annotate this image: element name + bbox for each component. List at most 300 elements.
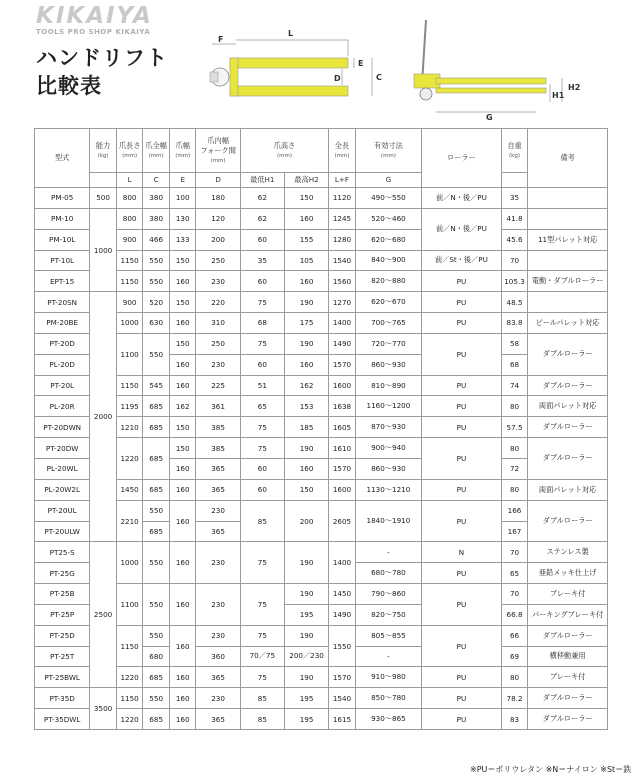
cell-effective: 720～770 (355, 333, 421, 354)
cell-model: PT-20ULW (35, 521, 90, 542)
cell-remarks: パーキングブレーキ付 (528, 604, 608, 625)
table-row (35, 313, 608, 334)
cell-total-length: 1560 (329, 271, 356, 292)
dimension-drawing (196, 16, 616, 128)
cell-fork-total-width: 630 (143, 313, 170, 334)
cell-remarks: 横移動兼用 (528, 646, 608, 667)
cell-inner-width: 365 (196, 479, 240, 500)
cell-weight: 74 (501, 375, 528, 396)
cell-total-length: 1605 (329, 417, 356, 438)
cell-model: PT-35D (35, 688, 90, 709)
cell-height-max: 150 (284, 479, 328, 500)
cell-weight: 66.8 (501, 604, 528, 625)
cell-fork-width: 160 (169, 500, 196, 542)
cell-model: PT-25G (35, 563, 90, 584)
cell-effective: 820～750 (355, 604, 421, 625)
cell-fork-length: 1150 (116, 250, 143, 271)
cell-fork-total-width: 685 (143, 417, 170, 438)
cell-height-max: 195 (284, 688, 328, 709)
cell-total-length: 1270 (329, 292, 356, 313)
cell-fork-total-width: 685 (143, 709, 170, 730)
cell-fork-length: 1100 (116, 333, 143, 375)
header-model: 型式 (35, 129, 90, 188)
cell-roller: PU (422, 667, 502, 688)
cell-total-length: 1450 (329, 584, 356, 605)
cell-fork-length: 1150 (116, 688, 143, 709)
cell-inner-width: 385 (196, 417, 240, 438)
cell-inner-width: 230 (196, 625, 240, 646)
cell-fork-total-width: 550 (143, 584, 170, 626)
cell-remarks: 両面パレット対応 (528, 396, 608, 417)
cell-height-min: 85 (240, 709, 284, 730)
cell-effective: 520～460 (355, 208, 421, 229)
label-D: D (334, 74, 341, 83)
cell-inner-width: 230 (196, 500, 240, 521)
cell-fork-width: 160 (169, 313, 196, 334)
cell-height-min: 35 (240, 250, 284, 271)
cell-weight: 80 (501, 667, 528, 688)
cell-total-length: 1610 (329, 438, 356, 459)
cell-height-min: 51 (240, 375, 284, 396)
brand-tagline: TOOLS PRO SHOP KIKAIYA (36, 28, 151, 36)
cell-model: PT-25B (35, 584, 90, 605)
cell-model: PT-10L (35, 250, 90, 271)
cell-height-max: 195 (284, 604, 328, 625)
cell-roller: 前／N・後／PU (422, 208, 502, 250)
cell-fork-length: 1450 (116, 479, 143, 500)
label-H1: H1 (552, 91, 565, 100)
cell-height-min: 75 (240, 292, 284, 313)
cell-remarks: ダブルローラー (528, 375, 608, 396)
cell-weight: 65 (501, 563, 528, 584)
cell-fork-width: 160 (169, 542, 196, 584)
cell-fork-width: 160 (169, 667, 196, 688)
cell-effective: 900～940 (355, 438, 421, 459)
cell-total-length: 1638 (329, 396, 356, 417)
label-E: E (358, 59, 364, 68)
cell-fork-length: 1150 (116, 625, 143, 667)
cell-fork-width: 160 (169, 271, 196, 292)
cell-height-max: 190 (284, 667, 328, 688)
cell-capacity: 500 (90, 188, 117, 209)
cell-inner-width: 120 (196, 208, 240, 229)
cell-height-max: 105 (284, 250, 328, 271)
cell-fork-total-width: 685 (143, 438, 170, 480)
cell-height-min: 65 (240, 396, 284, 417)
cell-total-length: 1490 (329, 333, 356, 354)
cell-fork-width: 150 (169, 417, 196, 438)
cell-model: PL-20W2L (35, 479, 90, 500)
cell-model: PT-20D (35, 333, 90, 354)
cell-inner-width: 200 (196, 229, 240, 250)
cell-height-min: 62 (240, 188, 284, 209)
cell-model: EPT-15 (35, 271, 90, 292)
cell-height-min: 60 (240, 271, 284, 292)
cell-effective: 805～855 (355, 625, 421, 646)
cell-fork-total-width: 520 (143, 292, 170, 313)
cell-height-max: 190 (284, 542, 328, 584)
table-row (35, 375, 608, 396)
cell-fork-total-width: 685 (143, 479, 170, 500)
cell-total-length: 1570 (329, 458, 356, 479)
cell-total-length: 1540 (329, 250, 356, 271)
header-total-length-sym: L+F (329, 173, 356, 188)
cell-fork-total-width: 545 (143, 375, 170, 396)
cell-effective: 1130～1210 (355, 479, 421, 500)
cell-height-max: 175 (284, 313, 328, 334)
cell-height-min: 68 (240, 313, 284, 334)
label-H2: H2 (568, 83, 581, 92)
cell-total-length: 1615 (329, 709, 356, 730)
cell-effective: 870～930 (355, 417, 421, 438)
cell-roller: PU (422, 292, 502, 313)
cell-height-max: 160 (284, 354, 328, 375)
cell-remarks: 11型パレット対応 (528, 229, 608, 250)
cell-height-min: 60 (240, 458, 284, 479)
table-row (35, 188, 608, 209)
cell-effective: 700～765 (355, 313, 421, 334)
header-capacity-sym (90, 173, 117, 188)
cell-remarks (528, 250, 608, 271)
cell-fork-total-width: 685 (143, 667, 170, 688)
cell-weight: 83 (501, 709, 528, 730)
cell-height-max: 190 (284, 438, 328, 459)
cell-remarks: ダブルローラー (528, 500, 608, 542)
cell-remarks: 両面パレット対応 (528, 479, 608, 500)
cell-fork-length: 1210 (116, 417, 143, 438)
cell-effective: 860～930 (355, 354, 421, 375)
header-effective: 有効寸法 (mm) (355, 129, 421, 173)
cell-height-max: 185 (284, 417, 328, 438)
title-line-1: ハンドリフト (36, 46, 168, 70)
cell-inner-width: 230 (196, 542, 240, 584)
cell-remarks: ダブルローラー (528, 688, 608, 709)
cell-weight: 80 (501, 396, 528, 417)
cell-model: PL-20R (35, 396, 90, 417)
cell-fork-width: 100 (169, 188, 196, 209)
title-line-2: 比較表 (36, 74, 102, 98)
cell-roller: PU (422, 479, 502, 500)
cell-weight: 69 (501, 646, 528, 667)
header-fork-width: 爪幅 (mm) (169, 129, 196, 173)
header-effective-sym: G (355, 173, 421, 188)
cell-fork-length: 1220 (116, 667, 143, 688)
cell-weight: 70 (501, 250, 528, 271)
cell-roller: N (422, 542, 502, 563)
cell-remarks: ダブルローラー (528, 417, 608, 438)
cell-model: PT-20SN (35, 292, 90, 313)
cell-effective: 620～680 (355, 229, 421, 250)
cell-effective: 820～880 (355, 271, 421, 292)
cell-height-max: 190 (284, 292, 328, 313)
cell-remarks: ブレーキ付 (528, 667, 608, 688)
cell-weight: 58 (501, 333, 528, 354)
cell-fork-length: 1220 (116, 438, 143, 480)
cell-remarks: ダブルローラー (528, 709, 608, 730)
header-fork-total-width-sym: C (143, 173, 170, 188)
cell-height-min: 60 (240, 479, 284, 500)
cell-fork-width: 160 (169, 479, 196, 500)
cell-inner-width: 310 (196, 313, 240, 334)
header-height: 爪高さ (mm) (240, 129, 328, 173)
cell-weight: 48.5 (501, 292, 528, 313)
cell-roller: PU (422, 500, 502, 542)
cell-total-length: 1490 (329, 604, 356, 625)
cell-inner-width: 230 (196, 354, 240, 375)
cell-height-max: 190 (284, 625, 328, 646)
cell-roller: 前／St・後／PU (422, 250, 502, 271)
cell-height-min: 75 (240, 333, 284, 354)
table-row (35, 396, 608, 417)
table-row (35, 542, 608, 563)
cell-fork-length: 1100 (116, 584, 143, 626)
cell-height-min: 70／75 (240, 646, 284, 667)
cell-height-min: 60 (240, 229, 284, 250)
cell-height-min: 60 (240, 354, 284, 375)
hand-lift-diagram (196, 16, 616, 128)
cell-total-length: 1570 (329, 354, 356, 375)
cell-height-min: 75 (240, 584, 284, 626)
cell-inner-width: 360 (196, 646, 240, 667)
cell-fork-length: 900 (116, 229, 143, 250)
cell-remarks: ステンレス製 (528, 542, 608, 563)
cell-weight: 70 (501, 584, 528, 605)
cell-roller: PU (422, 625, 502, 667)
cell-height-min: 75 (240, 625, 284, 646)
cell-model: PL-20D (35, 354, 90, 375)
cell-model: PM-05 (35, 188, 90, 209)
cell-fork-total-width: 680 (143, 646, 170, 667)
cell-roller: PU (422, 396, 502, 417)
cell-effective: 680～780 (355, 563, 421, 584)
table-row (35, 250, 608, 271)
cell-weight: 78.2 (501, 688, 528, 709)
cell-fork-total-width: 550 (143, 250, 170, 271)
cell-roller: PU (422, 313, 502, 334)
cell-fork-total-width: 466 (143, 229, 170, 250)
cell-roller: PU (422, 271, 502, 292)
cell-fork-width: 160 (169, 458, 196, 479)
cell-roller: PU (422, 375, 502, 396)
cell-remarks: ブレーキ付 (528, 584, 608, 605)
cell-model: PT-25BWL (35, 667, 90, 688)
cell-total-length: 1245 (329, 208, 356, 229)
label-C: C (376, 73, 382, 82)
spec-table (34, 128, 608, 730)
cell-remarks: ダブルローラー (528, 333, 608, 375)
cell-fork-width: 133 (169, 229, 196, 250)
header-roller: ローラー (422, 129, 502, 188)
label-F: F (218, 35, 224, 44)
cell-roller: PU (422, 584, 502, 626)
cell-capacity: 1000 (90, 208, 117, 291)
cell-model: PT25-S (35, 542, 90, 563)
cell-effective: 930～865 (355, 709, 421, 730)
cell-height-max: 155 (284, 229, 328, 250)
cell-total-length: 1120 (329, 188, 356, 209)
cell-remarks: ダブルローラー (528, 438, 608, 480)
cell-inner-width: 225 (196, 375, 240, 396)
cell-fork-total-width: 550 (143, 271, 170, 292)
cell-remarks: 電動・ダブルローラー (528, 271, 608, 292)
cell-model: PT-20UL (35, 500, 90, 521)
cell-fork-width: 150 (169, 438, 196, 459)
cell-fork-width: 130 (169, 208, 196, 229)
cell-inner-width: 361 (196, 396, 240, 417)
cell-inner-width: 230 (196, 688, 240, 709)
spec-table-body (35, 188, 608, 730)
cell-height-min: 75 (240, 542, 284, 584)
header-fork-total-width: 爪全幅 (mm) (143, 129, 170, 173)
cell-weight: 105.3 (501, 271, 528, 292)
cell-effective: 790～860 (355, 584, 421, 605)
table-row (35, 667, 608, 688)
label-G: G (486, 113, 493, 122)
cell-fork-total-width: 380 (143, 208, 170, 229)
header-weight: 自重 (kg) (501, 129, 528, 173)
cell-total-length: 1280 (329, 229, 356, 250)
cell-fork-length: 1150 (116, 271, 143, 292)
cell-effective: 1840～1910 (355, 500, 421, 542)
cell-fork-total-width: 550 (143, 500, 170, 521)
cell-height-max: 200 (284, 500, 328, 542)
cell-fork-width: 160 (169, 688, 196, 709)
cell-model: PT-20L (35, 375, 90, 396)
cell-fork-width: 162 (169, 396, 196, 417)
cell-roller: PU (422, 333, 502, 375)
cell-weight: 57.5 (501, 417, 528, 438)
cell-fork-total-width: 550 (143, 625, 170, 646)
cell-height-min: 62 (240, 208, 284, 229)
cell-capacity: 2000 (90, 292, 117, 542)
cell-model: PT-25P (35, 604, 90, 625)
cell-height-min: 75 (240, 438, 284, 459)
cell-roller: PU (422, 417, 502, 438)
cell-inner-width: 180 (196, 188, 240, 209)
cell-roller: PU (422, 438, 502, 480)
cell-weight: 166 (501, 500, 528, 521)
cell-effective: 850～780 (355, 688, 421, 709)
cell-remarks (528, 292, 608, 313)
table-row (35, 333, 608, 354)
cell-fork-total-width: 550 (143, 333, 170, 375)
cell-inner-width: 385 (196, 438, 240, 459)
cell-height-max: 190 (284, 333, 328, 354)
cell-fork-length: 1195 (116, 396, 143, 417)
cell-total-length: 1400 (329, 542, 356, 584)
header-fork-width-sym: E (169, 173, 196, 188)
table-row (35, 208, 608, 229)
header-remarks: 備考 (528, 129, 608, 188)
cell-total-length: 1540 (329, 688, 356, 709)
brand-name: KIKAIYA (36, 3, 153, 29)
cell-effective: 910～980 (355, 667, 421, 688)
table-row (35, 438, 608, 459)
material-note: ※PU＝ポリウレタン ※N＝ナイロン ※St＝鉄 (470, 765, 632, 774)
cell-inner-width: 250 (196, 333, 240, 354)
header-fork-length: 爪長さ (mm) (116, 129, 143, 173)
cell-roller: PU (422, 688, 502, 709)
cell-capacity: 3500 (90, 688, 117, 730)
header-total-length: 全長 (mm) (329, 129, 356, 173)
cell-total-length: 1400 (329, 313, 356, 334)
table-row (35, 271, 608, 292)
cell-model: PT-20DW (35, 438, 90, 459)
cell-weight: 45.6 (501, 229, 528, 250)
cell-height-max: 160 (284, 271, 328, 292)
cell-fork-width: 160 (169, 709, 196, 730)
cell-height-max: 150 (284, 188, 328, 209)
cell-model: PT-25D (35, 625, 90, 646)
cell-fork-length: 1220 (116, 709, 143, 730)
cell-remarks: ビールパレット対応 (528, 313, 608, 334)
top-view (210, 29, 382, 96)
cell-effective: 1160～1200 (355, 396, 421, 417)
header-height-min: 最低H1 (240, 173, 284, 188)
cell-weight: 167 (501, 521, 528, 542)
cell-fork-width: 160 (169, 375, 196, 396)
cell-effective: - (355, 646, 421, 667)
cell-fork-length: 900 (116, 292, 143, 313)
cell-model: PM-10 (35, 208, 90, 229)
cell-inner-width: 230 (196, 271, 240, 292)
cell-fork-length: 800 (116, 188, 143, 209)
cell-weight: 80 (501, 438, 528, 459)
cell-inner-width: 365 (196, 709, 240, 730)
cell-fork-width: 160 (169, 625, 196, 667)
cell-effective: 620～670 (355, 292, 421, 313)
cell-fork-width: 160 (169, 354, 196, 375)
cell-fork-total-width: 550 (143, 688, 170, 709)
label-L: L (288, 29, 294, 38)
cell-weight: 41.8 (501, 208, 528, 229)
cell-height-max: 195 (284, 709, 328, 730)
cell-remarks (528, 208, 608, 229)
cell-remarks: 亜鉛メッキ仕上げ (528, 563, 608, 584)
cell-fork-total-width: 685 (143, 521, 170, 542)
cell-fork-total-width: 380 (143, 188, 170, 209)
cell-inner-width: 230 (196, 584, 240, 626)
cell-inner-width: 365 (196, 667, 240, 688)
cell-total-length: 1600 (329, 375, 356, 396)
cell-height-min: 85 (240, 500, 284, 542)
side-view (414, 20, 580, 122)
cell-weight: 72 (501, 458, 528, 479)
header-capacity: 能力 (kg) (90, 129, 117, 173)
cell-fork-total-width: 685 (143, 396, 170, 417)
cell-inner-width: 220 (196, 292, 240, 313)
cell-fork-total-width: 550 (143, 542, 170, 584)
cell-fork-width: 160 (169, 584, 196, 626)
cell-effective: 860～930 (355, 458, 421, 479)
cell-height-max: 190 (284, 584, 328, 605)
cell-inner-width: 365 (196, 521, 240, 542)
page-title (36, 44, 168, 100)
cell-inner-width: 250 (196, 250, 240, 271)
header-height-max: 最高H2 (284, 173, 328, 188)
cell-fork-length: 800 (116, 208, 143, 229)
table-row (35, 625, 608, 646)
cell-height-max: 200／230 (284, 646, 328, 667)
table-row (35, 229, 608, 250)
cell-remarks: ダブルローラー (528, 625, 608, 646)
cell-height-max: 162 (284, 375, 328, 396)
cell-model: PT-35DWL (35, 709, 90, 730)
cell-height-max: 160 (284, 458, 328, 479)
cell-weight: 66 (501, 625, 528, 646)
cell-fork-length: 1000 (116, 542, 143, 584)
table-row (35, 500, 608, 521)
